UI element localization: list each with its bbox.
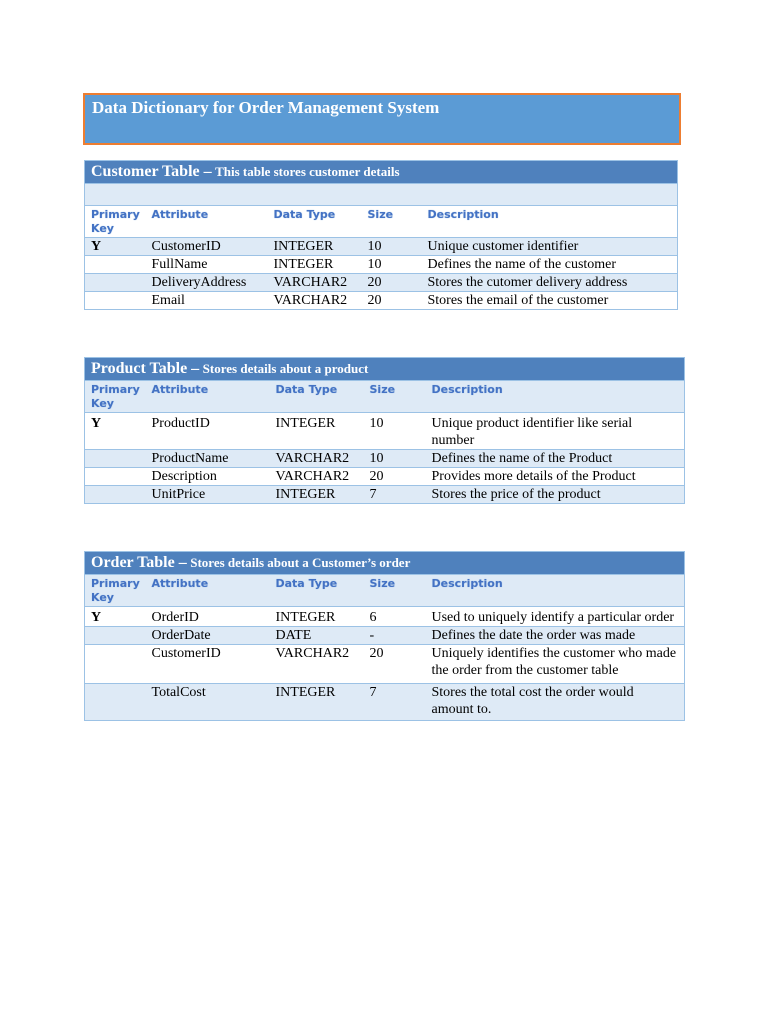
order-table xyxy=(84,551,685,721)
cell-attribute: OrderID xyxy=(151,610,199,625)
header-size: Size xyxy=(364,575,426,607)
table-caption xyxy=(85,552,685,575)
table-row xyxy=(85,256,678,274)
header-size: Size xyxy=(367,208,394,221)
header-row xyxy=(85,381,685,413)
cell-primary-key xyxy=(85,486,146,504)
document-title: Data Dictionary for Order Management System xyxy=(83,93,681,145)
cell-primary-key: Y xyxy=(85,238,146,256)
cell-primary-key xyxy=(85,627,146,645)
cell-description: Unique product identifier like serial number xyxy=(431,416,633,448)
table-caption-row xyxy=(85,161,678,184)
table-caption xyxy=(85,161,678,184)
cell-size: 10 xyxy=(362,238,422,256)
cell-description: Defines the date the order was made xyxy=(426,627,685,645)
table-row xyxy=(85,468,685,486)
cell-description: Defines the name of the customer xyxy=(427,257,617,272)
cell-description: Defines the name of the Product xyxy=(426,450,685,468)
header-description: Description xyxy=(426,381,685,413)
cell-data-type: VARCHAR2 xyxy=(275,469,350,484)
cell-attribute: Email xyxy=(151,293,185,308)
table-row xyxy=(85,486,685,504)
cell-attribute: FullName xyxy=(151,257,208,272)
cell-primary-key xyxy=(85,450,146,468)
cell-primary-key xyxy=(85,468,146,486)
cell-data-type: INTEGER xyxy=(268,238,362,256)
table-name: Order Table – xyxy=(91,554,187,571)
cell-data-type: VARCHAR2 xyxy=(273,293,348,308)
cell-data-type: VARCHAR2 xyxy=(275,646,350,661)
cell-primary-key xyxy=(85,274,146,292)
cell-description: Stores the total cost the order would amount to. xyxy=(426,684,685,721)
header-attribute: Attribute xyxy=(146,381,270,413)
table-row xyxy=(85,645,685,684)
header-size: Size xyxy=(364,381,426,413)
table-subtitle: Stores details about a product xyxy=(202,361,369,376)
cell-data-type: VARCHAR2 xyxy=(268,274,362,292)
header-data-type: Data Type xyxy=(273,208,336,221)
cell-size: 20 xyxy=(367,293,382,308)
header-description: Description xyxy=(427,208,499,221)
cell-size: 10 xyxy=(364,450,426,468)
cell-data-type: VARCHAR2 xyxy=(270,450,364,468)
cell-size: 20 xyxy=(362,274,422,292)
table-row xyxy=(85,292,678,310)
header-attribute: Attribute xyxy=(151,208,209,221)
cell-size: 6 xyxy=(369,610,377,625)
cell-attribute: CustomerID xyxy=(146,238,268,256)
table-row xyxy=(85,607,685,627)
table-row xyxy=(85,450,685,468)
cell-attribute: CustomerID xyxy=(151,646,221,661)
table-caption-row xyxy=(85,552,685,575)
spacer-row xyxy=(85,184,678,206)
cell-description: Unique customer identifier xyxy=(422,238,678,256)
header-description: Description xyxy=(426,575,685,607)
cell-size: 7 xyxy=(364,486,426,504)
table-row xyxy=(85,238,678,256)
cell-description: Stores the cutomer delivery address xyxy=(422,274,678,292)
cell-description: Stores the price of the product xyxy=(426,486,685,504)
header-attribute: Attribute xyxy=(146,575,270,607)
cell-data-type: INTEGER xyxy=(270,486,364,504)
header-primary-key: Primary Key xyxy=(91,208,140,235)
cell-attribute: ProductName xyxy=(146,450,270,468)
cell-attribute: TotalCost xyxy=(146,684,270,721)
cell-attribute: ProductID xyxy=(151,416,210,431)
header-data-type: Data Type xyxy=(270,381,364,413)
table-row xyxy=(85,684,685,721)
cell-description: Used to uniquely identify a particular order xyxy=(431,610,675,625)
cell-data-type: INTEGER xyxy=(275,610,336,625)
cell-description: Stores the email of the customer xyxy=(427,293,609,308)
cell-size: 10 xyxy=(369,416,384,431)
cell-data-type: INTEGER xyxy=(273,257,334,272)
header-row xyxy=(85,575,685,607)
cell-attribute: OrderDate xyxy=(146,627,270,645)
cell-size: 10 xyxy=(367,257,382,272)
cell-size: - xyxy=(364,627,426,645)
cell-data-type: DATE xyxy=(270,627,364,645)
cell-description: Uniquely identifies the customer who made the order from the customer table xyxy=(431,646,677,678)
table-name: Product Table – xyxy=(91,360,200,377)
table-name: Customer Table – xyxy=(91,163,212,180)
table-subtitle: This table stores customer details xyxy=(215,164,400,179)
header-primary-key: Primary Key xyxy=(85,381,146,413)
cell-primary-key xyxy=(85,292,146,310)
cell-data-type: INTEGER xyxy=(275,416,336,431)
cell-description: Provides more details of the Product xyxy=(431,469,636,484)
table-row xyxy=(85,627,685,645)
cell-size: 20 xyxy=(369,646,384,661)
cell-primary-key: Y xyxy=(91,416,102,431)
customer-table xyxy=(84,160,678,310)
cell-attribute: UnitPrice xyxy=(146,486,270,504)
cell-size: 20 xyxy=(369,469,384,484)
cell-primary-key xyxy=(85,684,146,721)
cell-data-type: INTEGER xyxy=(270,684,364,721)
table-subtitle: Stores details about a Customer’s order xyxy=(190,555,411,570)
table-caption-row xyxy=(85,358,685,381)
table-row xyxy=(85,413,685,450)
cell-attribute: Description xyxy=(151,469,217,484)
cell-size: 7 xyxy=(364,684,426,721)
header-primary-key: Primary Key xyxy=(85,575,146,607)
table-row xyxy=(85,274,678,292)
cell-primary-key xyxy=(85,645,146,684)
header-data-type: Data Type xyxy=(270,575,364,607)
table-caption xyxy=(85,358,685,381)
header-row xyxy=(85,206,678,238)
cell-attribute: DeliveryAddress xyxy=(146,274,268,292)
product-table xyxy=(84,357,685,504)
cell-primary-key: Y xyxy=(91,610,102,625)
cell-primary-key xyxy=(85,256,146,274)
